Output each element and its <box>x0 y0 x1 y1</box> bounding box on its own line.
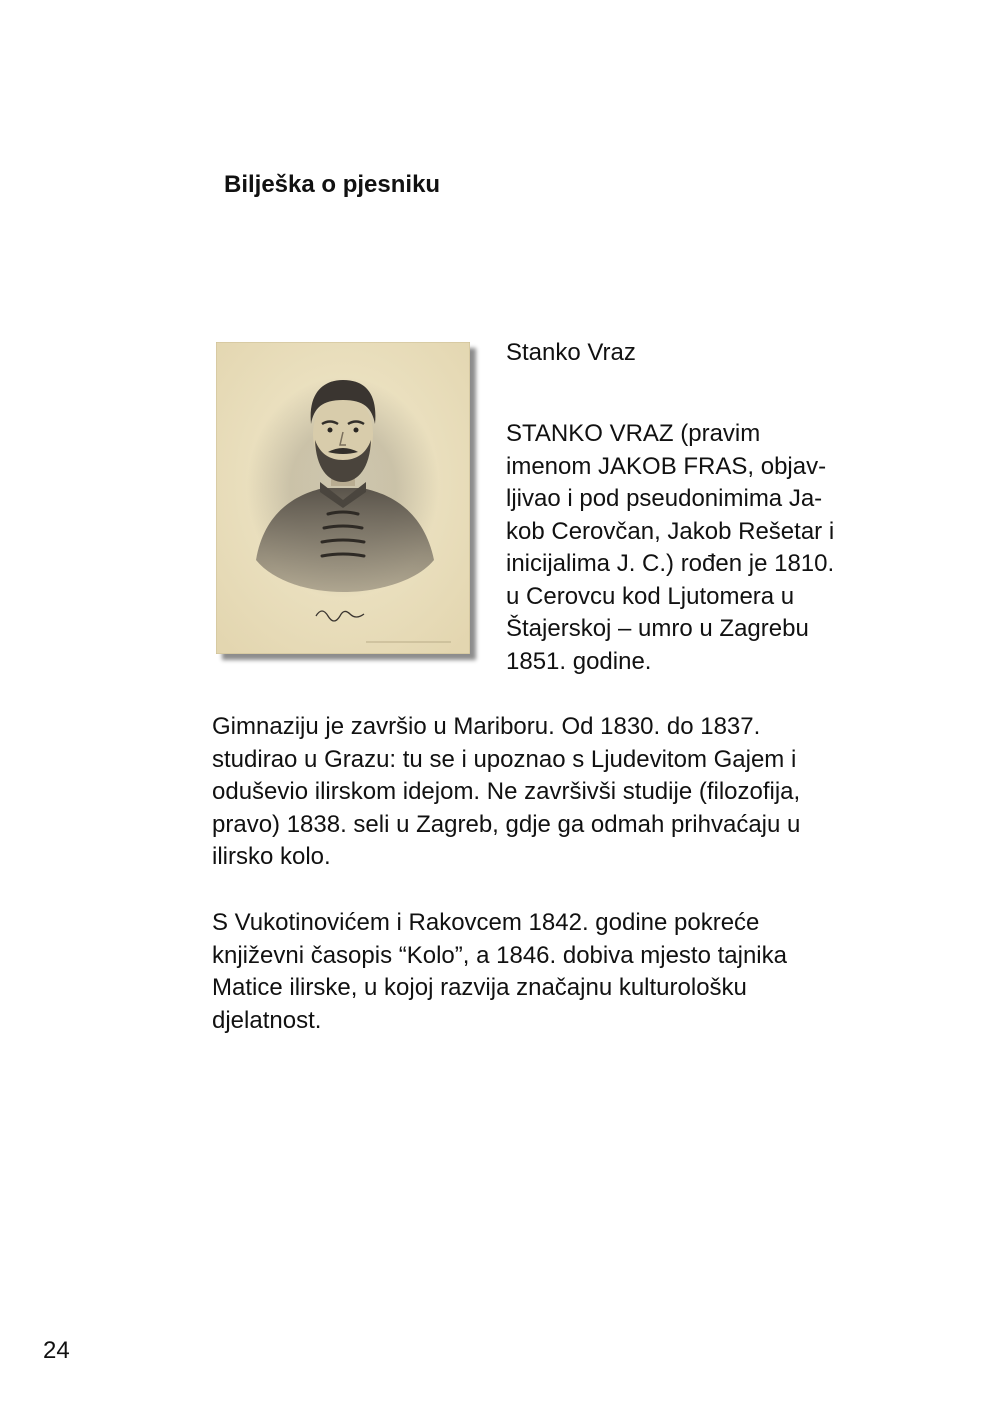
paragraph-line: djelatnost. <box>212 1006 322 1034</box>
paragraph-line: S Vukotinovićem i Rakovcem 1842. godine pokreće <box>212 909 760 936</box>
intro-line: 1851. godine. <box>506 647 652 675</box>
paragraph-line: oduševio ilirskom idejom. Ne završivši studije (filozofija, <box>212 778 801 805</box>
intro-paragraph <box>506 418 891 678</box>
intro-line: u Cerovcu kod Ljutomera u <box>506 582 795 610</box>
paragraph-line: Matice ilirske, u kojoj razvija značajnu kulturološku <box>212 974 747 1001</box>
portrait-engraving <box>216 342 470 654</box>
portrait-image <box>216 342 470 654</box>
paragraph-line: ilirsko kolo. <box>212 843 331 870</box>
page-number: 24 <box>43 1337 70 1364</box>
poet-name: Stanko Vraz <box>506 339 636 366</box>
intro-line: imenom JAKOB FRAS, objav- <box>506 452 827 480</box>
section-title: Bilješka o pjesniku <box>224 171 441 198</box>
intro-line: STANKO VRAZ (pravim <box>506 420 761 447</box>
intro-line: inicijalima J. C.) rođen je 1810. <box>506 550 835 577</box>
paragraph-line: književni časopis “Kolo”, a 1846. dobiva mjesto tajnika <box>212 941 787 969</box>
paragraph-career <box>212 907 902 1037</box>
intro-line: ljivao i pod pseudonimima Ja- <box>506 485 823 512</box>
intro-line: Štajerskoj – umro u Zagrebu <box>506 615 809 642</box>
paragraph-line: pravo) 1838. seli u Zagreb, gdje ga odmah prihvaćaju u <box>212 810 801 838</box>
paragraph-line: Gimnaziju je završio u Mariboru. Od 1830. do 1837. <box>212 713 761 740</box>
intro-line: kob Cerovčan, Jakob Rešetar i <box>506 517 835 545</box>
paragraph-education <box>212 711 902 874</box>
paragraph-line: studirao u Grazu: tu se i upoznao s Ljudevitom Gajem i <box>212 745 797 773</box>
